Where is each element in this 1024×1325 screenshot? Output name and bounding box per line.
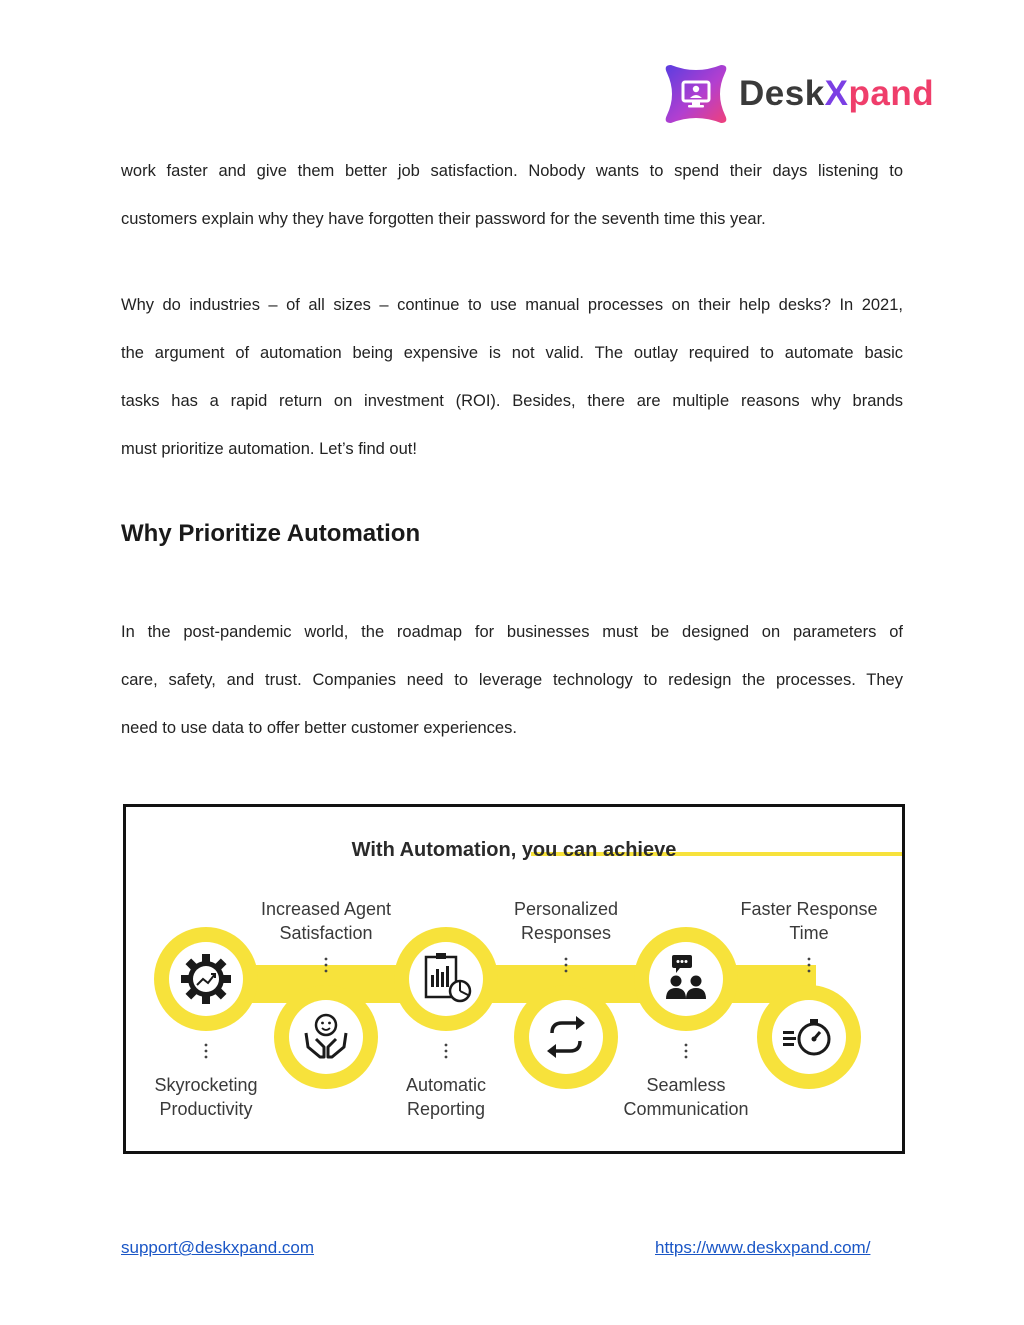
paragraph-line: customers explain why they have forgotten their password for the seventh time this year. [121,210,766,228]
connector-dots [565,958,568,973]
brand-name-pand: pand [848,74,935,113]
yellow-chain [154,927,861,1089]
paragraph-line: Why do industries – of all sizes – continue to use manual processes on their help desks? In 2021, [121,296,903,314]
label-line: Time [789,923,829,943]
gear-growth-icon [181,954,231,1004]
label-line: Satisfaction [279,923,373,943]
post-pandemic-paragraph [121,608,903,752]
label-increased-agent-satisfaction [236,897,416,945]
paragraph-line: must prioritize automation. Let’s find out! [121,440,417,458]
label-line: Responses [520,923,612,943]
connector-dots [445,1044,448,1059]
paragraph-line: tasks has a rapid return on investment (ROI). Besides, there are multiple reasons why brands [121,392,903,410]
label-line: Increased Agent [260,899,392,919]
automation-infographic [123,804,905,1154]
brand-logo [663,60,943,128]
label-line: Reporting [406,1099,486,1119]
monitor-user-icon [663,61,729,127]
label-faster-response-time [714,897,904,945]
support-email-link[interactable]: support@deskxpand.com [121,1238,315,1257]
brand-name-x: X [824,74,849,113]
label-automatic-reporting [366,1073,526,1121]
label-line: Automatic [405,1075,487,1095]
website-link[interactable]: https://www.deskxpand.com/ [655,1238,871,1257]
intro-paragraph [121,147,903,243]
label-line: Skyrocketing [154,1075,258,1095]
label-line: Faster Response [740,899,878,919]
paragraph-line: the argument of automation being expensive is not valid. The outlay required to automate basic [121,344,903,362]
paragraph-line: work faster and give them better job satisfaction. Nobody wants to spend their days listening to [121,162,903,180]
paragraph-line: care, safety, and trust. Companies need to leverage technology to redesign the processes. They [121,671,903,689]
brand-name-desk: Desk [739,74,825,113]
connector-dots [205,1044,208,1059]
connector-dots [685,1044,688,1059]
paragraph-line: In the post-pandemic world, the roadmap for businesses must be designed on parameters of [121,623,903,641]
infographic-title: With Automation, you can achieve [351,839,677,861]
node-circle [289,1000,363,1074]
label-line: Communication [623,1099,749,1119]
label-personalized-responses [476,897,656,945]
label-seamless-communication [596,1073,776,1121]
label-line: Personalized [513,899,619,919]
paragraph-line: need to use data to offer better customer experiences. [121,719,517,737]
connector-dots [808,958,811,973]
node-circle [649,942,723,1016]
label-skyrocketing-productivity [126,1073,286,1121]
brand-name [739,74,934,114]
industries-paragraph [121,281,903,473]
label-line: Productivity [159,1099,253,1119]
label-line: Seamless [646,1075,726,1095]
connector-dots [325,958,328,973]
node-circle [529,1000,603,1074]
section-heading: Why Prioritize Automation [121,520,421,547]
